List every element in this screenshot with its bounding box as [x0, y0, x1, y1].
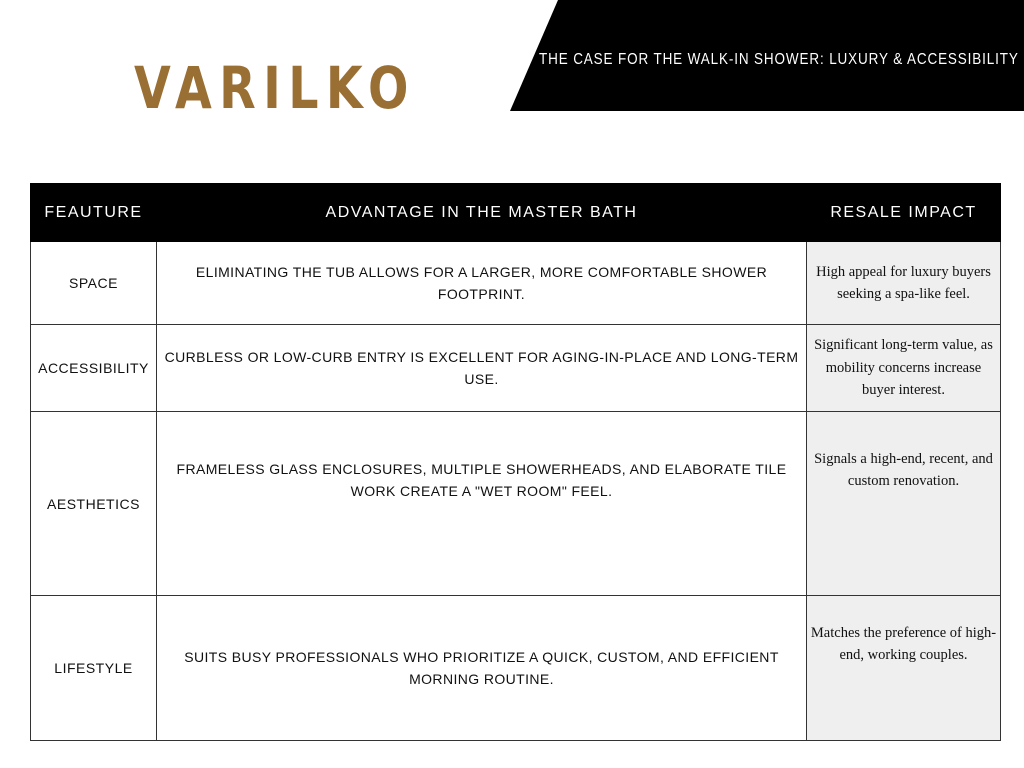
advantage-cell: FRAMELESS GLASS ENCLOSURES, MULTIPLE SHOWERHEADS, AND ELABORATE TILE WORK CREATE A "WET ROOM" FEEL. [157, 412, 807, 596]
resale-impact-cell [807, 596, 1001, 741]
resale-impact-text: Signals a high-end, recent, and custom renovation. [814, 451, 993, 490]
header-advantage: ADVANTAGE IN THE MASTER BATH [157, 184, 807, 242]
banner-title: THE CASE FOR THE WALK-IN SHOWER: LUXURY & ACCESSIBILITY [539, 51, 1019, 68]
resale-impact-text: High appeal for luxury buyers seeking a spa-like feel. [816, 263, 991, 302]
advantage-cell: ELIMINATING THE TUB ALLOWS FOR A LARGER, MORE COMFORTABLE SHOWER FOOTPRINT. [157, 242, 807, 325]
resale-impact-cell [807, 242, 1001, 325]
feature-cell: SPACE [31, 242, 157, 325]
table-row [31, 412, 1001, 596]
table-header-row [31, 184, 1001, 242]
table-row [31, 596, 1001, 741]
comparison-table [30, 183, 1001, 741]
resale-impact-cell [807, 325, 1001, 412]
table-row [31, 242, 1001, 325]
header-feature: FEAUTURE [31, 184, 157, 242]
advantage-cell: SUITS BUSY PROFESSIONALS WHO PRIORITIZE A QUICK, CUSTOM, AND EFFICIENT MORNING ROUTINE. [157, 596, 807, 741]
feature-cell: LIFESTYLE [31, 596, 157, 741]
feature-cell: AESTHETICS [31, 412, 157, 596]
brand-logo-text: VARILKO [134, 54, 416, 122]
table-row [31, 325, 1001, 412]
resale-impact-text: Matches the preference of high-end, working couples. [810, 625, 997, 664]
feature-cell: ACCESSIBILITY [31, 325, 157, 412]
advantage-cell: CURBLESS OR LOW-CURB ENTRY IS EXCELLENT FOR AGING-IN-PLACE AND LONG-TERM USE. [157, 325, 807, 412]
resale-impact-text: Significant long-term value, as mobility concerns increase buyer interest. [814, 337, 993, 399]
header-resale-impact: RESALE IMPACT [807, 184, 1001, 242]
resale-impact-cell [807, 412, 1001, 596]
